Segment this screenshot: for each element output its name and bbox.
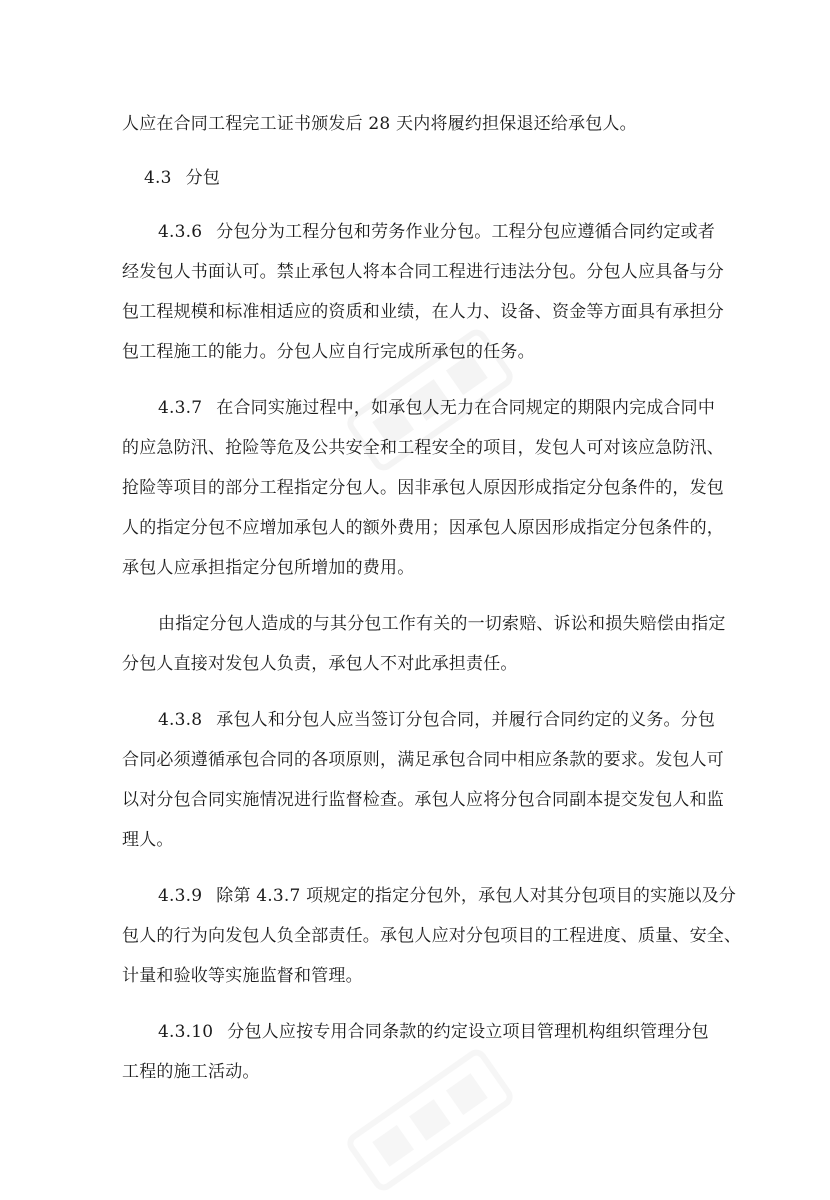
paragraph-designated-subcontractor-claims	[122, 604, 726, 684]
clause-number: 4.3.7	[158, 398, 203, 418]
section-heading	[122, 158, 712, 198]
paragraph-line: 计量和验收等实施监督和管理。	[122, 966, 363, 986]
paragraph-line: 在合同实施过程中，如承包人无力在合同规定的期限内完成合同中	[216, 398, 716, 418]
paragraph-line: 分包分为工程分包和劳务作业分包。工程分包应遵循合同约定或者	[216, 222, 716, 242]
paragraph-line: 以对分包合同实施情况进行监督检查。承包人应将分包合同副本提交发包人和监	[122, 790, 724, 810]
paragraph-line: 分包人应按专用合同条款的约定设立项目管理机构组织管理分包	[227, 1022, 709, 1042]
paragraph-4-3-6	[122, 212, 724, 372]
clause-number: 4.3.10	[158, 1022, 214, 1042]
clause-number: 4.3.8	[158, 710, 203, 730]
paragraph-line: 除第 4.3.7 项规定的指定分包外，承包人对其分包项目的实施以及分	[216, 886, 737, 906]
paragraph-line: 包工程规模和标准相适应的资质和业绩，在人力、设备、资金等方面具有承担分	[122, 302, 724, 322]
paragraph-4-3-7	[122, 388, 724, 588]
section-title: 分包	[185, 168, 221, 188]
document-body	[122, 104, 742, 1108]
lead-line: 人应在合同工程完工证书颁发后 28 天内将履约担保退还给承包人。	[122, 114, 637, 134]
section-number: 4.3	[144, 168, 172, 188]
paragraph-line: 抢险等项目的部分工程指定分包人。因非承包人原因形成指定分包条件的，发包	[122, 478, 724, 498]
lead-paragraph	[122, 104, 712, 144]
paragraph-line: 人的指定分包不应增加承包人的额外费用；因承包人原因形成指定分包条件的，	[122, 518, 724, 538]
clause-number: 4.3.9	[158, 886, 203, 906]
paragraph-line: 包人的行为向发包人负全部责任。承包人应对分包项目的工程进度、质量、安全、	[122, 926, 742, 946]
paragraph-line: 理人。	[122, 830, 174, 850]
paragraph-line: 的应急防汛、抢险等危及公共安全和工程安全的项目，发包人可对该应急防汛、	[122, 438, 724, 458]
paragraph-line: 包工程施工的能力。分包人应自行完成所承包的任务。	[122, 342, 535, 362]
paragraph-line: 分包人直接对发包人负责，承包人不对此承担责任。	[122, 654, 518, 674]
paragraph-line: 经发包人书面认可。禁止承包人将本合同工程进行违法分包。分包人应具备与分	[122, 262, 724, 282]
paragraph-line: 合同必须遵循承包合同的各项原则，满足承包合同中相应条款的要求。发包人可	[122, 750, 724, 770]
paragraph-4-3-8	[122, 700, 724, 860]
paragraph-line: 承包人应承担指定分包所增加的费用。	[122, 558, 415, 578]
clause-number: 4.3.6	[158, 222, 203, 242]
paragraph-line: 工程的施工活动。	[122, 1062, 260, 1082]
paragraph-4-3-9	[122, 876, 742, 996]
paragraph-4-3-10	[122, 1012, 712, 1092]
paragraph-line: 承包人和分包人应当签订分包合同，并履行合同约定的义务。分包	[216, 710, 716, 730]
paragraph-line: 由指定分包人造成的与其分包工作有关的一切索赔、诉讼和损失赔偿由指定	[158, 614, 726, 634]
